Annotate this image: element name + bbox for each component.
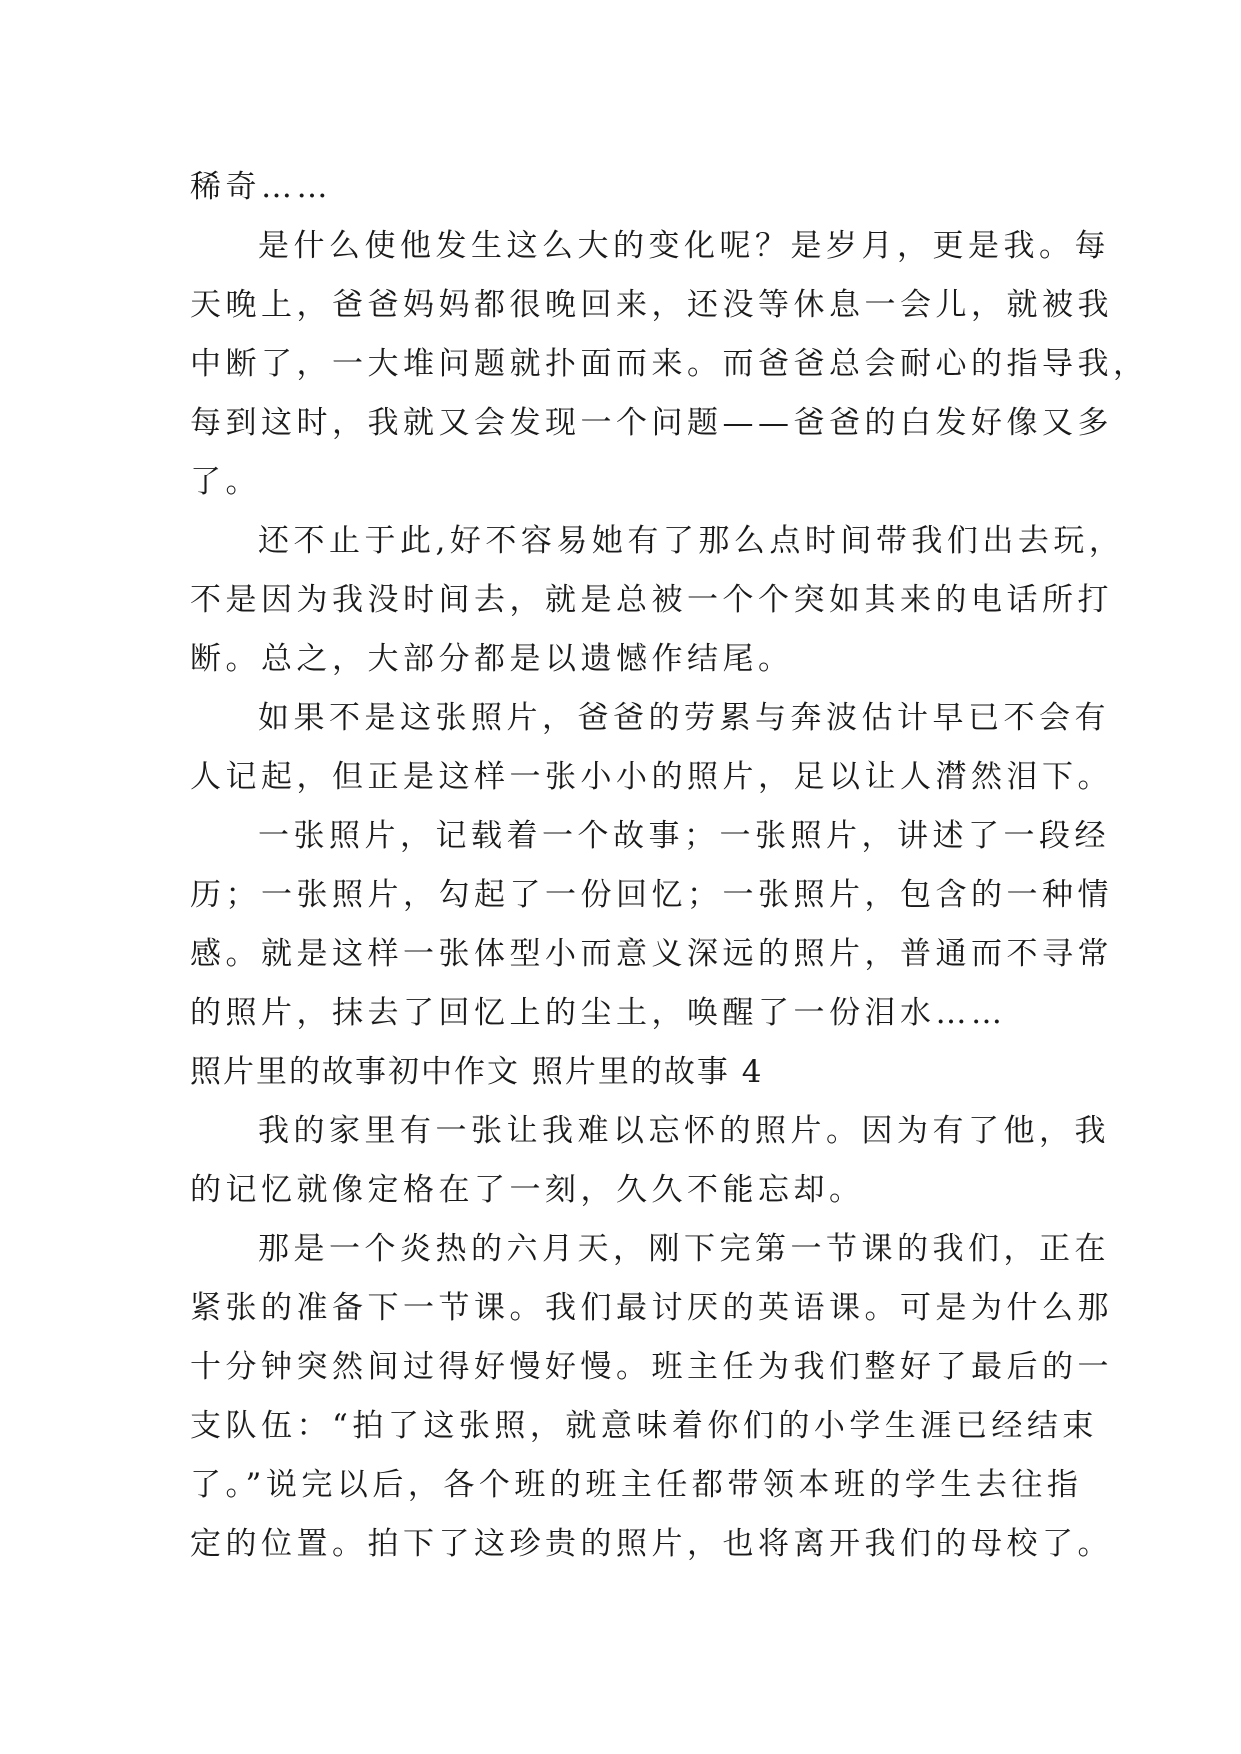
paragraph-start-line: 一张照片，记载着一个故事；一张照片，讲述了一段经 xyxy=(258,818,1110,854)
paragraph-start-line: 还不止于此,好不容易她有了那么点时间带我们出去玩， xyxy=(258,523,1125,559)
paragraph-start-line: 那是一个炎热的六月天，刚下完第一节课的我们，正在 xyxy=(258,1231,1110,1267)
text-line: 十分钟突然间过得好慢好慢。班主任为我们整好了最后的一 xyxy=(190,1349,1113,1385)
essay-body xyxy=(190,158,1149,1574)
text-line: 的记忆就像定格在了一刻，久久不能忘却。 xyxy=(190,1172,865,1208)
text-line: 断。总之，大部分都是以遗憾作结尾。 xyxy=(190,641,794,677)
text-line: 的照片，抹去了回忆上的尘土，唤醒了一份泪水…… xyxy=(190,995,1007,1031)
section-heading: 照片里的故事初中作文 照片里的故事 4 xyxy=(190,1054,764,1090)
text-line: 了。 xyxy=(190,464,261,500)
text-line: 中断了，一大堆问题就扑面而来。而爸爸总会耐心的指导我， xyxy=(190,346,1149,382)
text-line: 历；一张照片，勾起了一份回忆；一张照片，包含的一种情 xyxy=(190,877,1113,913)
text-line: 天晚上，爸爸妈妈都很晚回来，还没等休息一会儿，就被我 xyxy=(190,287,1113,323)
paragraph-start-line: 如果不是这张照片，爸爸的劳累与奔波估计早已不会有 xyxy=(258,700,1110,736)
text-line: 支队伍：“拍了这张照，就意味着你们的小学生涯已经结束 xyxy=(190,1408,1098,1444)
paragraph-start-line: 我的家里有一张让我难以忘怀的照片。因为有了他，我 xyxy=(258,1113,1110,1149)
text-line: 了。”说完以后，各个班的班主任都带领本班的学生去往指 xyxy=(190,1467,1083,1503)
text-line: 定的位置。拍下了这珍贵的照片，也将离开我们的母校了。 xyxy=(190,1526,1113,1562)
text-line: 感。就是这样一张体型小而意义深远的照片，普通而不寻常 xyxy=(190,936,1113,972)
paragraph-start-line: 是什么使他发生这么大的变化呢？是岁月，更是我。每 xyxy=(258,228,1110,264)
text-line: 稀奇…… xyxy=(190,169,332,205)
text-line: 每到这时，我就又会发现一个问题——爸爸的白发好像又多 xyxy=(190,405,1113,441)
text-line: 人记起，但正是这样一张小小的照片，足以让人潸然泪下。 xyxy=(190,759,1113,795)
text-line: 不是因为我没时间去，就是总被一个个突如其来的电话所打 xyxy=(190,582,1113,618)
text-line: 紧张的准备下一节课。我们最讨厌的英语课。可是为什么那 xyxy=(190,1290,1113,1326)
